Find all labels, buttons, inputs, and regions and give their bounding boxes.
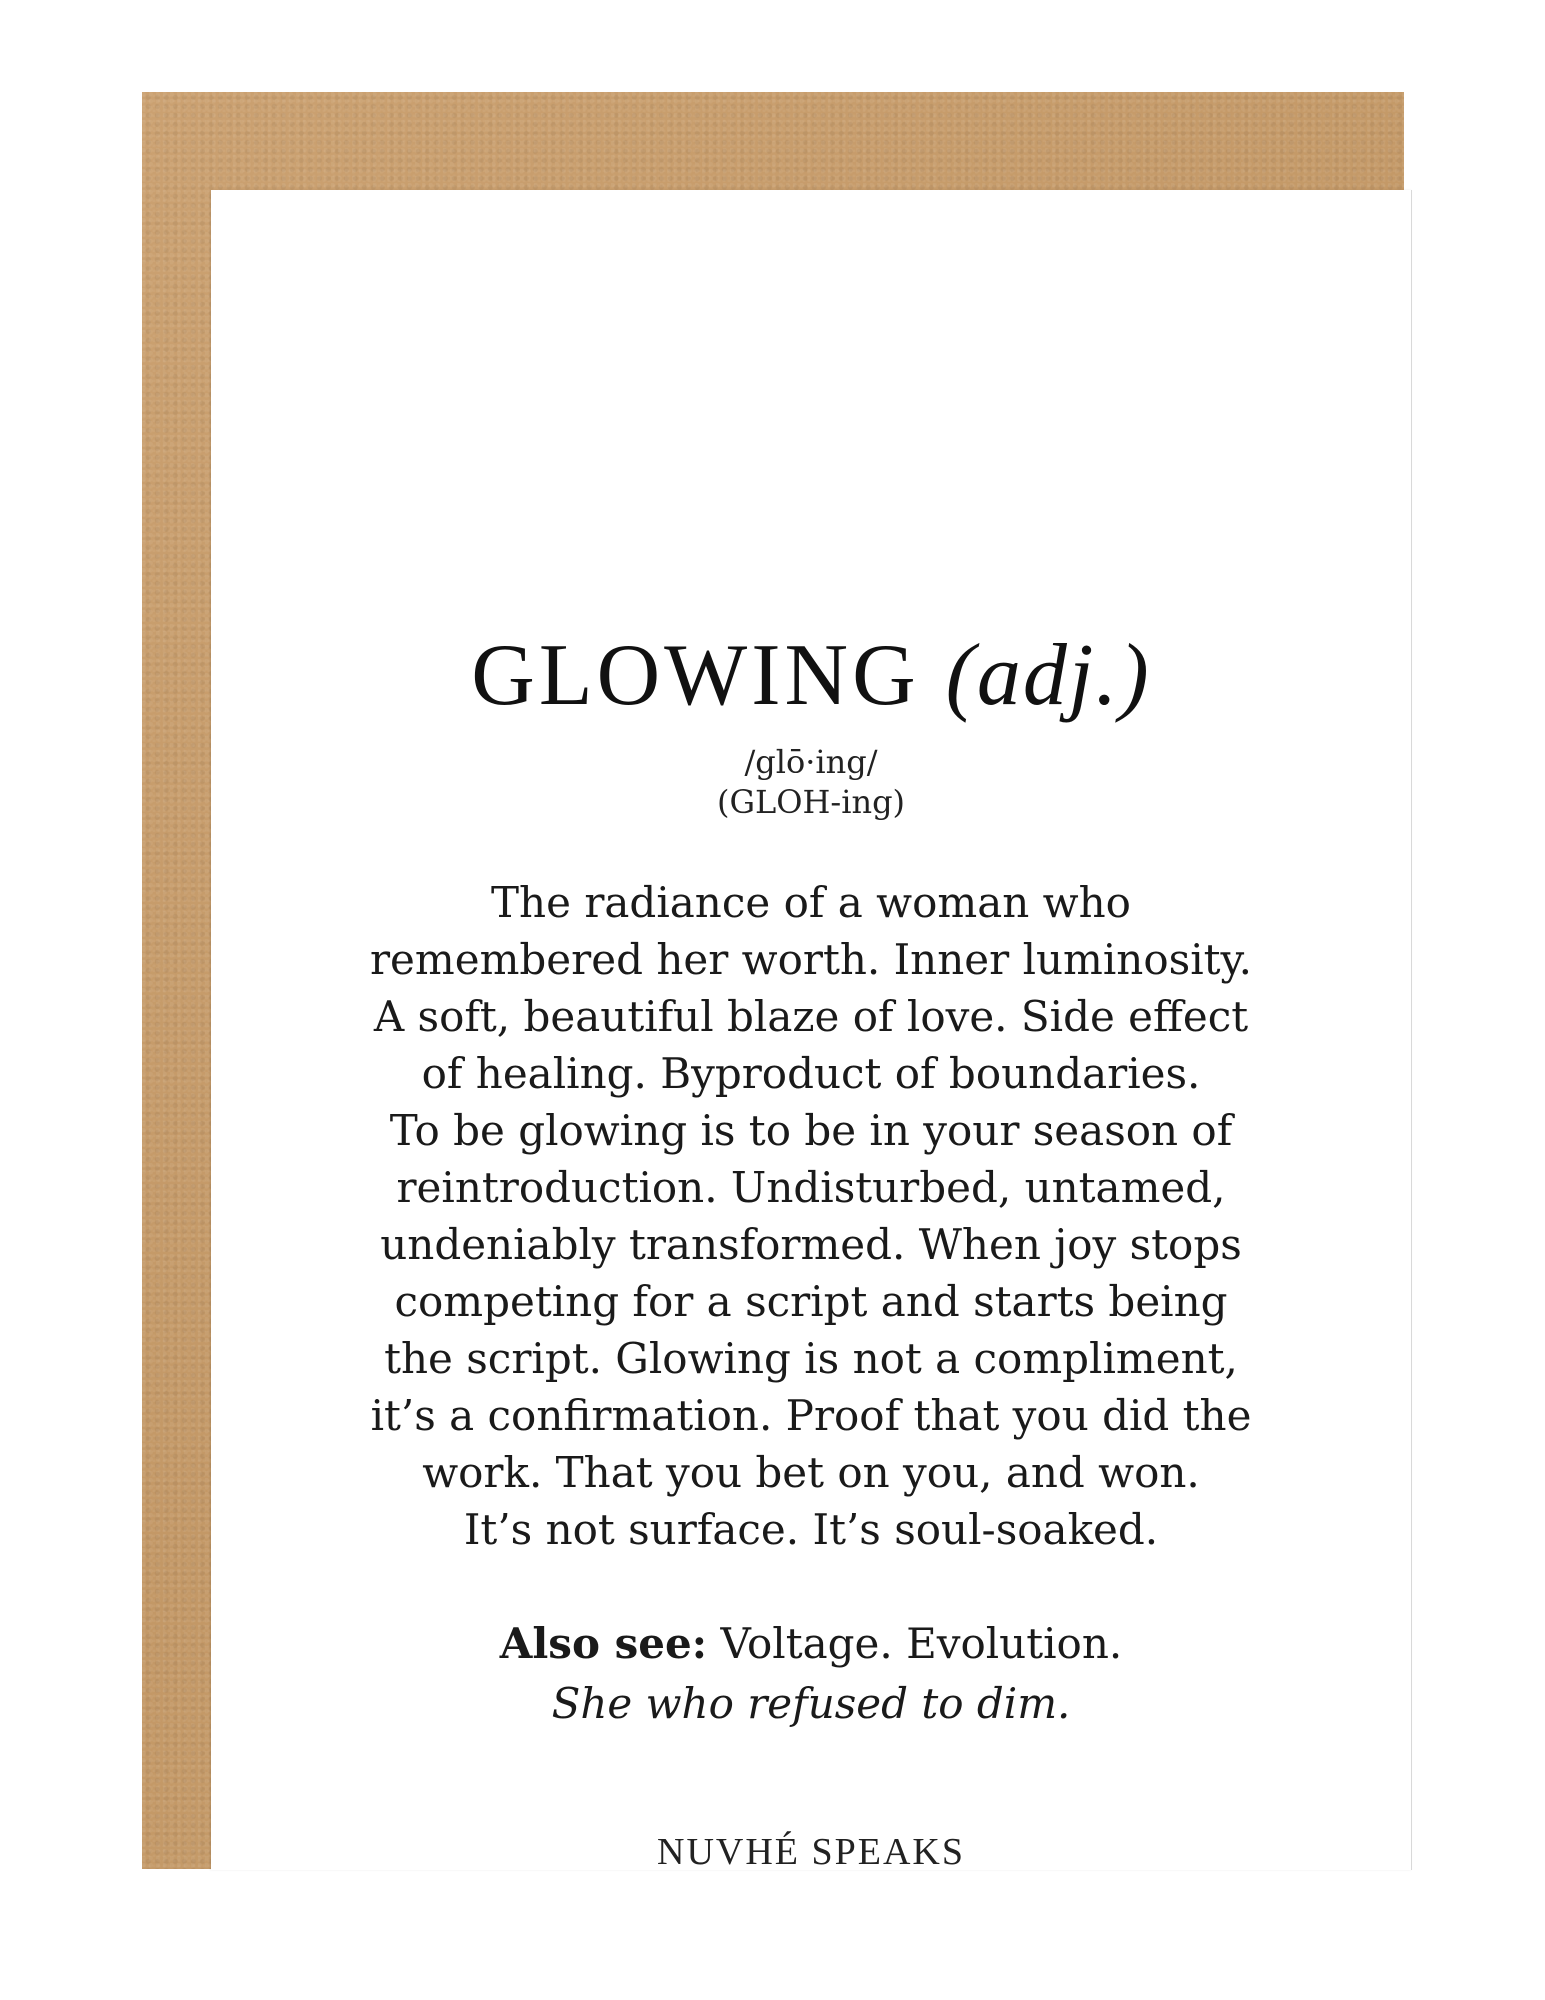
definition-line: of healing. Byproduct of boundaries.: [421, 1049, 1201, 1098]
also-see-text: Voltage. Evolution.: [707, 1619, 1123, 1668]
also-see-italic: She who refused to dim.: [551, 1679, 1071, 1728]
definition-line: The radiance of a woman who: [491, 878, 1131, 927]
also-see-block: [211, 1614, 1411, 1734]
definition-line: reintroduction. Undisturbed, untamed,: [396, 1163, 1226, 1212]
definition-line: undeniably transformed. When joy stops: [380, 1220, 1242, 1269]
definition-line: competing for a script and starts being: [394, 1277, 1228, 1326]
brand-name: NUVHÉ SPEAKS: [657, 1831, 965, 1873]
definition-line: work. That you bet on you, and won.: [422, 1448, 1200, 1497]
definition-line: it’s a confirmation. Proof that you did the: [370, 1391, 1252, 1440]
definition-line: A soft, beautiful blaze of love. Side effect: [373, 992, 1249, 1041]
definition-line: remembered her worth. Inner luminosity.: [369, 935, 1253, 984]
pronunciation-block: [211, 742, 1411, 822]
definition-line: It’s not surface. It’s soul-soaked.: [463, 1505, 1159, 1554]
phonetic-spelling: (GLOH-ing): [716, 783, 906, 821]
also-see-label: Also see:: [499, 1619, 708, 1668]
title-word: GLOWING: [471, 627, 920, 724]
greeting-card: [211, 190, 1412, 1873]
part-of-speech: (adj.): [945, 627, 1151, 724]
definition-line: the script. Glowing is not a compliment,: [384, 1334, 1238, 1383]
definition: [211, 874, 1411, 1558]
pronunciation: /glō·ing/: [744, 743, 878, 781]
definition-line: To be glowing is to be in your season of: [389, 1106, 1233, 1155]
card-title: [211, 627, 1411, 724]
